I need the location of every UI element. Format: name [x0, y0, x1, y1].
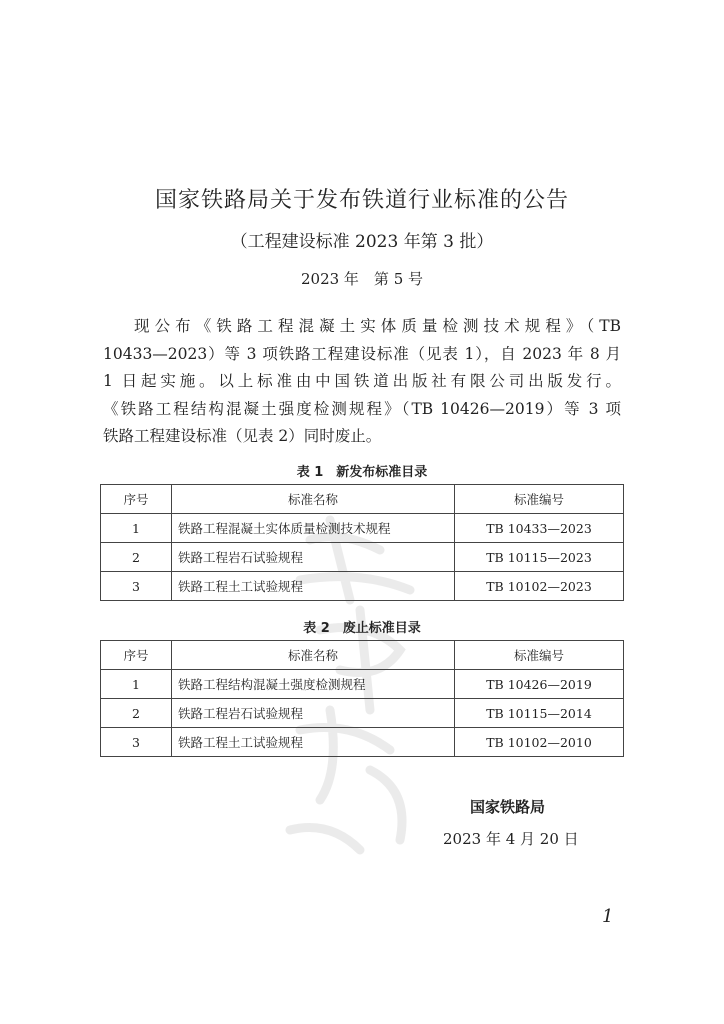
table2-caption: 表 2 废止标准目录 — [303, 621, 421, 636]
table-cell: 3 — [101, 572, 172, 601]
table-row — [101, 728, 624, 757]
table-cell: 1 — [101, 514, 172, 543]
table1-caption: 表 1 新发布标准目录 — [296, 465, 428, 480]
page-subtitle: （工程建设标准 2023 年第 3 批） — [230, 232, 494, 252]
announcement-body — [103, 313, 621, 451]
table-cell: TB 10102—2010 — [455, 728, 624, 757]
column-header: 标准名称 — [172, 485, 455, 514]
body-line: 现公布《铁路工程混凝土实体质量检测技术规程》（TB — [134, 317, 621, 335]
column-header: 标准名称 — [172, 641, 455, 670]
table-cell: 3 — [101, 728, 172, 757]
table-cell: 铁路工程土工试验规程 — [172, 572, 455, 601]
column-header: 序号 — [101, 641, 172, 670]
document-number: 2023 年 第 5 号 — [300, 270, 424, 288]
table-cell: 铁路工程混凝土实体质量检测技术规程 — [172, 514, 455, 543]
table-cell: TB 10102—2023 — [455, 572, 624, 601]
signature-organization: 国家铁路局 — [470, 798, 546, 816]
column-header: 标准编号 — [455, 485, 624, 514]
table-cell: TB 10433—2023 — [455, 514, 624, 543]
table-cell: 铁路工程土工试验规程 — [172, 728, 455, 757]
table-row — [101, 543, 624, 572]
page-title: 国家铁路局关于发布铁道行业标准的公告 — [154, 188, 569, 213]
new-standards-table — [100, 484, 624, 601]
table-cell: TB 10426—2019 — [455, 670, 624, 699]
table-header-row — [101, 485, 624, 514]
table-cell: TB 10115—2023 — [455, 543, 624, 572]
table-cell: 2 — [101, 543, 172, 572]
table-cell: 铁路工程结构混凝土强度检测规程 — [172, 670, 455, 699]
signature-date: 2023 年 4 月 20 日 — [443, 830, 579, 848]
column-header: 序号 — [101, 485, 172, 514]
repealed-standards-table — [100, 640, 624, 757]
table-cell: 铁路工程岩石试验规程 — [172, 699, 455, 728]
table-cell: TB 10115—2014 — [455, 699, 624, 728]
table-row — [101, 670, 624, 699]
table-header-row — [101, 641, 624, 670]
body-line: 《铁路工程结构混凝土强度检测规程》（TB 10426—2019）等 3 项 — [103, 399, 621, 418]
table-cell: 铁路工程岩石试验规程 — [172, 543, 455, 572]
body-line: 1 日起实施。以上标准由中国铁道出版社有限公司出版发行。 — [103, 372, 621, 390]
column-header: 标准编号 — [455, 641, 624, 670]
body-line: 铁路工程建设标准（见表 2）同时废止。 — [103, 427, 382, 445]
table-row — [101, 699, 624, 728]
table-row — [101, 514, 624, 543]
table-row — [101, 572, 624, 601]
table-cell: 2 — [101, 699, 172, 728]
body-line: 10433—2023）等 3 项铁路工程建设标准（见表 1），自 2023 年 8 月 — [103, 344, 621, 363]
table-cell: 1 — [101, 670, 172, 699]
page-number: 1 — [602, 906, 614, 927]
